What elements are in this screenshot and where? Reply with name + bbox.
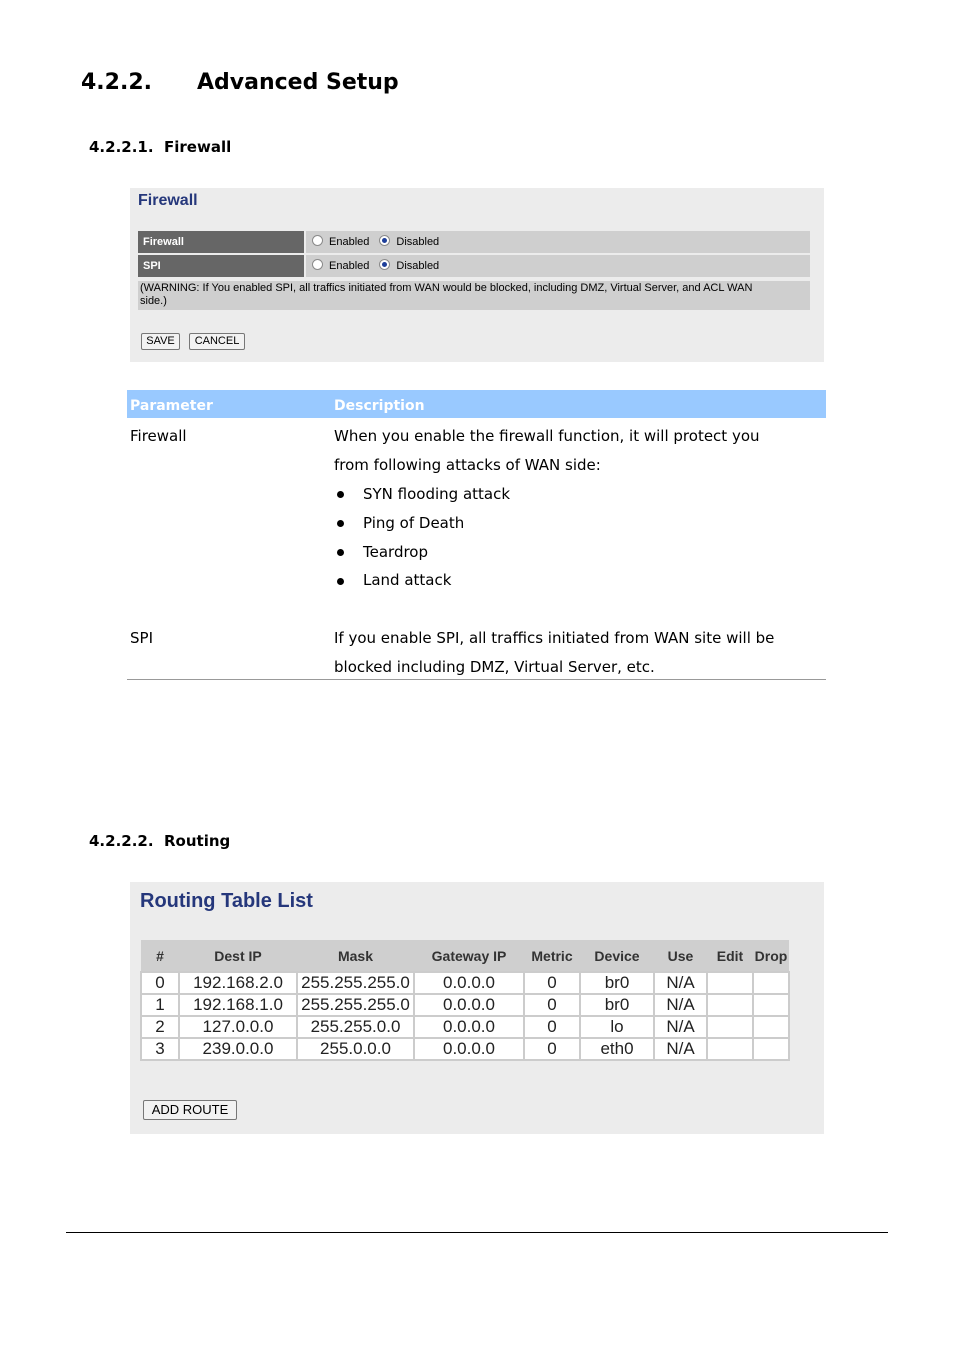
firewall-desc-line2: from following attacks of WAN side: — [334, 456, 601, 474]
cell-metric: 0 — [524, 972, 580, 994]
column-header-use: Use — [654, 940, 707, 972]
routing-subsection-number: 4.2.2.2. — [89, 832, 154, 850]
cell-edit — [707, 994, 753, 1016]
cell-mask: 255.0.0.0 — [297, 1038, 414, 1060]
list-item: Teardrop — [363, 543, 428, 561]
list-item: SYN flooding attack — [363, 485, 511, 503]
cell-index: 1 — [141, 994, 179, 1016]
spi-disabled-radio[interactable] — [379, 259, 390, 270]
bullet-icon — [337, 549, 344, 556]
cell-device: br0 — [580, 972, 654, 994]
firewall-subsection-title: Firewall — [164, 138, 232, 156]
spi-row-label: SPI — [138, 255, 304, 277]
cell-dest-ip: 192.168.1.0 — [179, 994, 297, 1016]
column-header-device: Device — [580, 940, 654, 972]
list-item: Land attack — [363, 571, 452, 589]
spi-disabled-label: Disabled — [396, 260, 440, 272]
firewall-enabled-radio[interactable] — [312, 235, 323, 246]
cell-dest-ip: 127.0.0.0 — [179, 1016, 297, 1038]
cell-mask: 255.255.255.0 — [297, 972, 414, 994]
cell-metric: 0 — [524, 994, 580, 1016]
cell-drop — [753, 1016, 789, 1038]
spi-enabled-radio[interactable] — [312, 259, 323, 270]
section-title: Advanced Setup — [197, 70, 399, 95]
routing-panel — [130, 882, 824, 1134]
bullet-icon — [337, 520, 344, 527]
spi-warning — [138, 281, 810, 310]
column-header-gateway-ip: Gateway IP — [414, 940, 524, 972]
column-header-metric: Metric — [524, 940, 580, 972]
firewall-panel — [130, 188, 824, 362]
table-row — [141, 1038, 789, 1060]
firewall-subsection-number: 4.2.2.1. — [89, 138, 154, 156]
table-row — [141, 972, 789, 994]
column-header-mask: Mask — [297, 940, 414, 972]
cell-use: N/A — [654, 994, 707, 1016]
firewall-enabled-label: Enabled — [329, 236, 370, 248]
column-header-edit: Edit — [707, 940, 753, 972]
cell-device: lo — [580, 1016, 654, 1038]
column-header-dest-ip: Dest IP — [179, 940, 297, 972]
save-button[interactable]: SAVE — [141, 333, 180, 350]
table-row — [141, 994, 789, 1016]
parameter-header: Parameter — [130, 398, 213, 414]
spi-desc-line2: blocked including DMZ, Virtual Server, etc. — [334, 658, 655, 676]
table-bottom-rule — [127, 679, 826, 680]
firewall-param-name: Firewall — [130, 427, 187, 445]
spi-enabled-label: Enabled — [329, 260, 370, 272]
column-header-drop: Drop — [753, 940, 789, 972]
cell-edit — [707, 972, 753, 994]
cell-drop — [753, 1038, 789, 1060]
spi-desc-line1: If you enable SPI, all traffics initiated from WAN site will be — [334, 629, 775, 647]
add-route-button[interactable]: ADD ROUTE — [143, 1100, 237, 1120]
firewall-desc-line1: When you enable the firewall function, it will protect you — [334, 427, 760, 445]
cell-metric: 0 — [524, 1016, 580, 1038]
description-header: Description — [334, 398, 425, 414]
bullet-icon — [337, 491, 344, 498]
cell-gateway-ip: 0.0.0.0 — [414, 994, 524, 1016]
spi-param-name: SPI — [130, 629, 153, 647]
parameter-table-header — [127, 390, 826, 418]
cell-drop — [753, 972, 789, 994]
cell-use: N/A — [654, 1038, 707, 1060]
routing-table — [140, 940, 790, 1061]
cell-mask: 255.255.0.0 — [297, 1016, 414, 1038]
spi-options — [306, 255, 810, 277]
cell-gateway-ip: 0.0.0.0 — [414, 1016, 524, 1038]
cancel-button[interactable]: CANCEL — [189, 333, 245, 350]
cell-use: N/A — [654, 1016, 707, 1038]
cell-index: 0 — [141, 972, 179, 994]
routing-table-header — [141, 940, 789, 972]
routing-subsection-heading — [89, 832, 230, 850]
routing-panel-title: Routing Table List — [140, 890, 313, 912]
spi-warning-line1: (WARNING: If You enabled SPI, all traffics initiated from WAN would be blocked, including DMZ, Virtual Server, and ACL WAN — [140, 282, 753, 294]
cell-index: 2 — [141, 1016, 179, 1038]
section-number: 4.2.2. — [81, 70, 152, 95]
routing-subsection-title: Routing — [164, 832, 231, 850]
firewall-row — [138, 231, 810, 253]
cell-gateway-ip: 0.0.0.0 — [414, 972, 524, 994]
cell-drop — [753, 994, 789, 1016]
firewall-options — [306, 231, 810, 253]
parameter-table — [127, 390, 826, 676]
cell-edit — [707, 1016, 753, 1038]
cell-gateway-ip: 0.0.0.0 — [414, 1038, 524, 1060]
cell-dest-ip: 239.0.0.0 — [179, 1038, 297, 1060]
firewall-panel-title: Firewall — [138, 192, 198, 209]
firewall-disabled-radio[interactable] — [379, 235, 390, 246]
column-header-index: # — [141, 940, 179, 972]
cell-edit — [707, 1038, 753, 1060]
table-row — [141, 1016, 789, 1038]
cell-use: N/A — [654, 972, 707, 994]
firewall-row-label: Firewall — [138, 231, 304, 253]
bullet-icon — [337, 578, 344, 585]
section-heading — [81, 70, 399, 95]
cell-device: eth0 — [580, 1038, 654, 1060]
spi-row — [138, 255, 810, 277]
cell-metric: 0 — [524, 1038, 580, 1060]
cell-index: 3 — [141, 1038, 179, 1060]
cell-device: br0 — [580, 994, 654, 1016]
firewall-disabled-label: Disabled — [396, 236, 440, 248]
footer-rule — [66, 1232, 888, 1233]
cell-mask: 255.255.255.0 — [297, 994, 414, 1016]
cell-dest-ip: 192.168.2.0 — [179, 972, 297, 994]
spi-warning-line2: side.) — [140, 295, 167, 307]
list-item: Ping of Death — [363, 514, 465, 532]
firewall-subsection-heading — [89, 138, 231, 156]
